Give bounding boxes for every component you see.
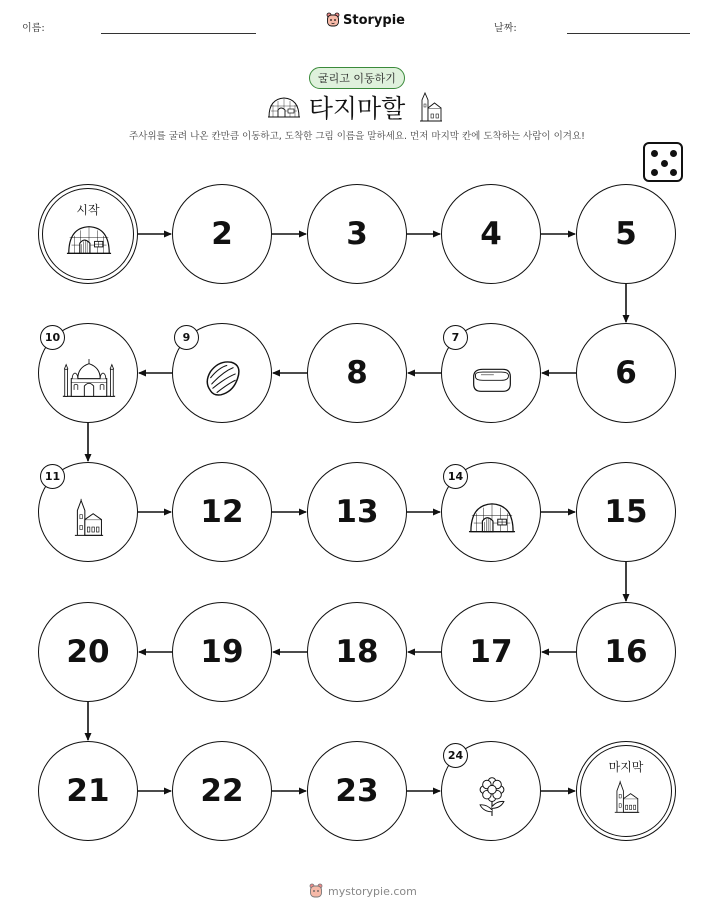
board-space-13[interactable] (307, 462, 407, 562)
space-number: 6 (615, 355, 637, 391)
space-number: 15 (604, 494, 648, 530)
space-label: 마지막 (608, 760, 644, 774)
space-number-badge: 24 (443, 743, 468, 768)
start-space[interactable] (38, 184, 138, 284)
space-number: 2 (211, 216, 233, 252)
space-number-badge: 11 (40, 464, 65, 489)
space-number-badge: 10 (40, 325, 65, 350)
flower-icon (475, 776, 509, 821)
space-number: 18 (335, 634, 379, 670)
board-space-16[interactable] (576, 602, 676, 702)
taj-mahal-icon (61, 358, 117, 402)
space-number: 13 (335, 494, 379, 530)
board-space-20[interactable] (38, 602, 138, 702)
board-space-22[interactable] (172, 741, 272, 841)
space-number: 17 (469, 634, 513, 670)
space-number: 8 (346, 355, 368, 391)
board-space-18[interactable] (307, 602, 407, 702)
space-number: 22 (200, 773, 244, 809)
page-title: 타지마할 (308, 94, 406, 123)
igloo-icon (468, 500, 516, 539)
board-space-17[interactable] (441, 602, 541, 702)
footer-url: mystorypie.com (328, 884, 417, 898)
space-number: 5 (615, 216, 637, 252)
igloo-icon (66, 223, 112, 260)
board-space-4[interactable] (441, 184, 541, 284)
space-number-badge: 14 (443, 464, 468, 489)
storypie-mascot-icon (308, 883, 324, 899)
date-label: 날짜: (494, 23, 517, 34)
finish-space[interactable] (576, 741, 676, 841)
board-space-12[interactable] (172, 462, 272, 562)
board-space-3[interactable] (307, 184, 407, 284)
board-space-15[interactable] (576, 462, 676, 562)
board-space-19[interactable] (172, 602, 272, 702)
space-number-badge: 9 (174, 325, 199, 350)
space-number: 3 (346, 216, 368, 252)
space-number: 21 (66, 773, 110, 809)
space-number: 23 (335, 773, 379, 809)
board-space-23[interactable] (307, 741, 407, 841)
board-space-21[interactable] (38, 741, 138, 841)
stone-icon (202, 357, 244, 403)
space-number: 12 (200, 494, 244, 530)
space-number: 19 (200, 634, 244, 670)
church-icon (614, 780, 640, 818)
board-space-5[interactable] (576, 184, 676, 284)
brand-name: Storypie (343, 12, 405, 28)
church-icon (74, 498, 104, 541)
activity-tag: 굴리고 이동하기 (309, 67, 405, 89)
instructions: 주사위를 굴려 나온 칸만큼 이동하고, 도착한 그림 이름을 말하세요. 먼저 마지막 칸에 도착하는 사람이 이겨요! (129, 131, 585, 142)
name-label: 이름: (22, 23, 45, 34)
space-number: 4 (480, 216, 502, 252)
board-space-2[interactable] (172, 184, 272, 284)
board-space-8[interactable] (307, 323, 407, 423)
space-number-badge: 7 (443, 325, 468, 350)
space-number: 20 (66, 634, 110, 670)
soap-icon (470, 362, 514, 399)
space-label: 시작 (76, 203, 100, 217)
footer (308, 883, 417, 899)
space-number: 16 (604, 634, 648, 670)
board-space-6[interactable] (576, 323, 676, 423)
